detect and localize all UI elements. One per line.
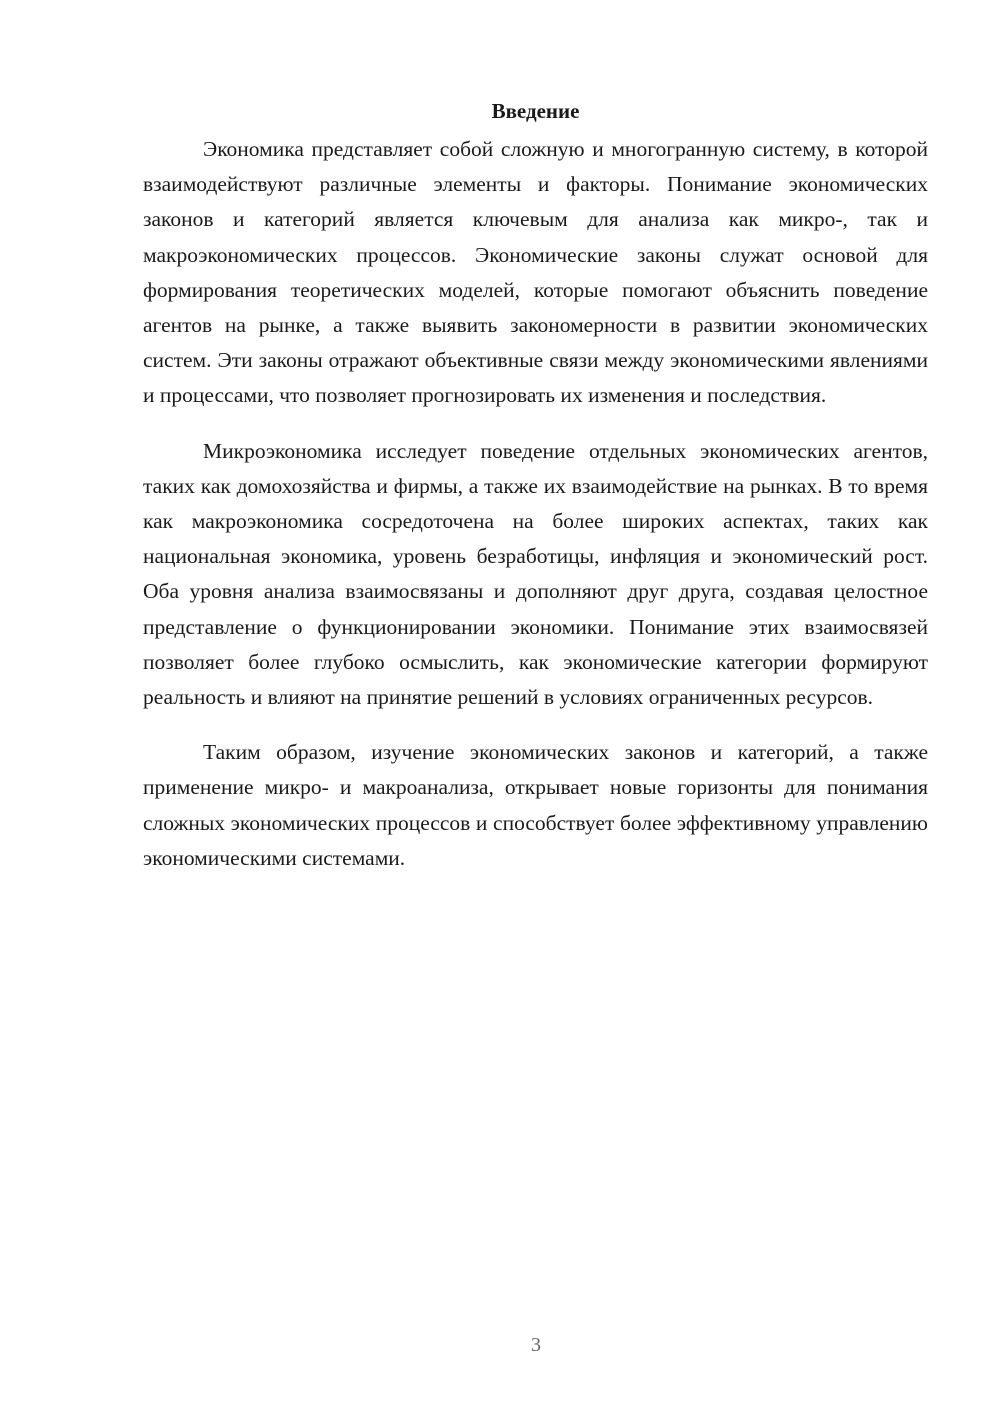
section-title: Введение (491, 99, 580, 123)
paragraph-micro-macro: Микроэкономика исследует поведение отдельных экономических агентов, таких как домохозяйства и фирмы, а также их взаимодействие на рынках. В то время как макроэкономика сосредоточена на более широких аспектах, таких как национальная экономика, уровень безработицы, инфляция и экономический рост. Оба уровня анализа взаимосвязаны и дополняют друг друга, создавая целостное представление о функционировании экономики. Понимание этих взаимосвязей позволяет более глубоко осмыслить, как экономические категории формируют реальность и влияют на принятие решений в условиях ограниченных ресурсов. (143, 438, 928, 710)
paragraph-intro: Экономика представляет собой сложную и многогранную систему, в которой взаимодействуют различные элементы и факторы. Понимание экономических законов и категорий является ключевым для анализа как микро-, так и макроэкономических процессов. Экономические законы служат основой для формирования теоретических моделей, которые помогают объяснить поведение агентов на рынке, а также выявить закономерности в развитии экономических систем. Эти законы отражают объективные связи между экономическими явлениями и процессами, что позволяет прогнозировать их изменения и последствия. (143, 137, 928, 408)
paragraph-conclusion: Таким образом, изучение экономических законов и категорий, а также применение микро- и макроанализа, открывает новые горизонты для понимания сложных экономических процессов и способствует более эффективному управлению экономическими системами. (143, 740, 928, 870)
page-content (143, 96, 928, 896)
page-number: 3 (531, 1334, 541, 1356)
